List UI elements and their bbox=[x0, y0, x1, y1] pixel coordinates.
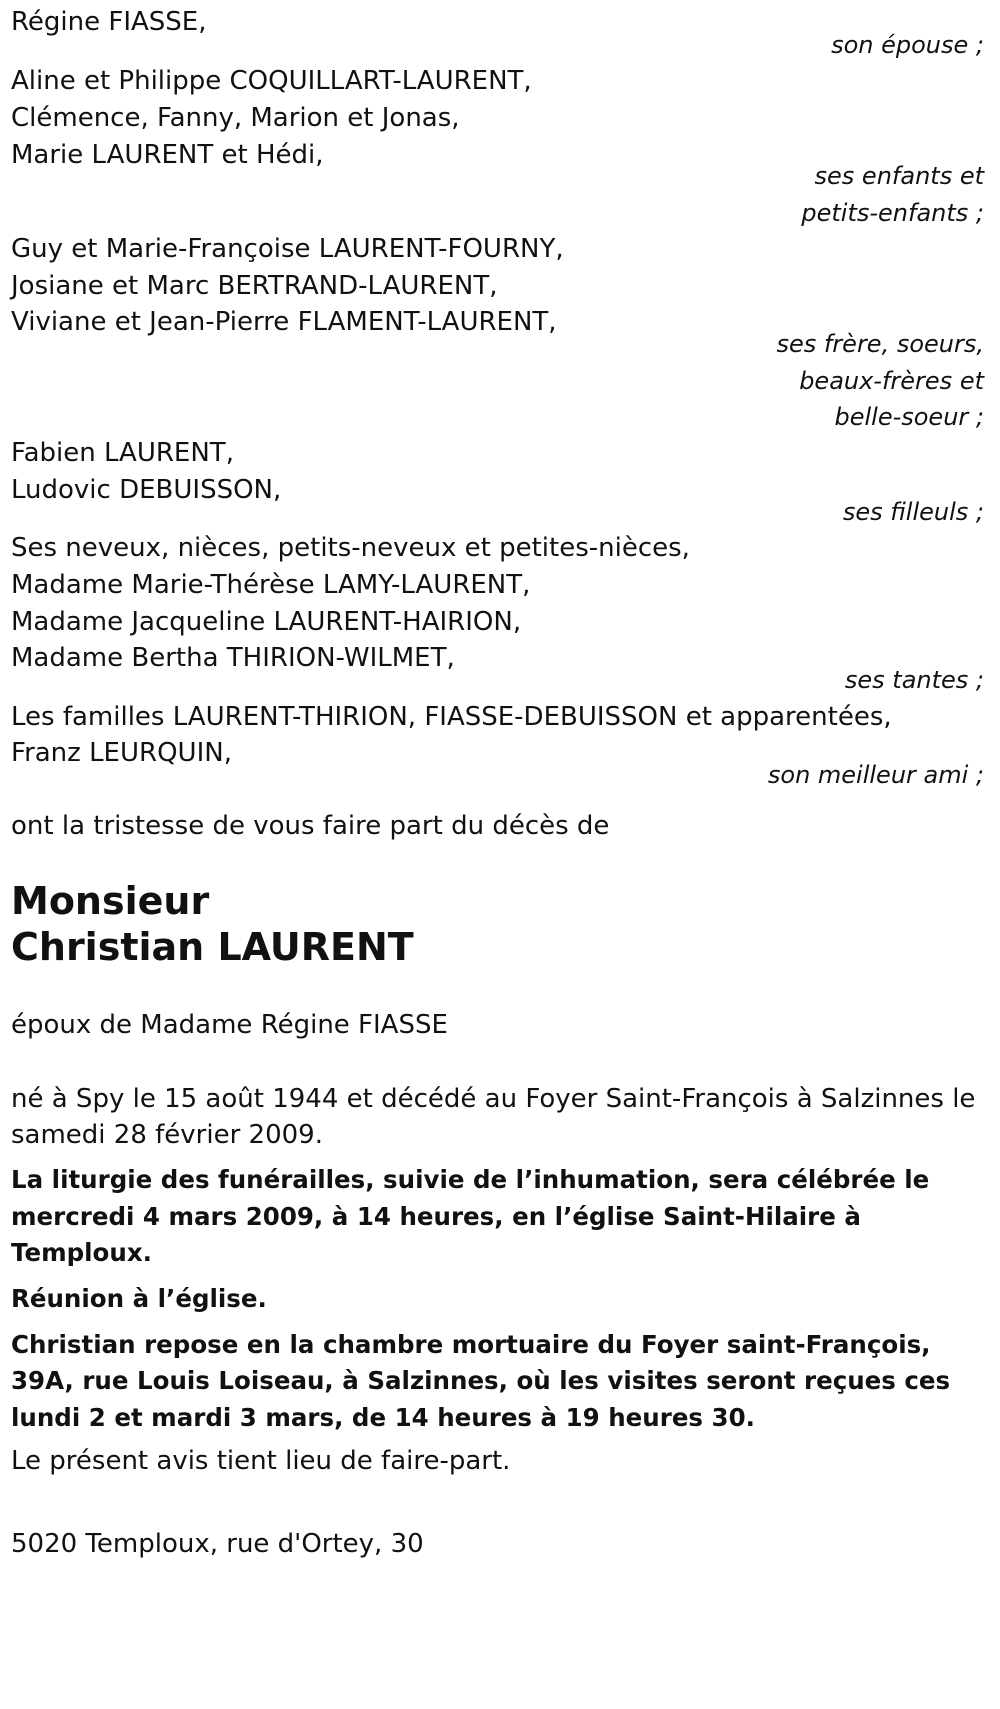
relation-label: beaux-frères et bbox=[799, 367, 984, 395]
visitation-details: Christian repose en la chambre mortuaire du Foyer saint-François, bbox=[11, 1330, 931, 1359]
relation-label: ses frère, soeurs, bbox=[776, 330, 984, 358]
relation-label: son meilleur ami ; bbox=[767, 761, 984, 789]
relation-label: son épouse ; bbox=[831, 31, 984, 59]
family-name-line: Marie LAURENT et Hédi, bbox=[11, 140, 324, 170]
meeting-note: Réunion à l’église. bbox=[11, 1284, 267, 1313]
relation-label: belle-soeur ; bbox=[834, 403, 984, 431]
family-name-line: Viviane et Jean-Pierre FLAMENT-LAURENT, bbox=[11, 307, 557, 337]
address: 5020 Temploux, rue d'Ortey, 30 bbox=[11, 1529, 424, 1559]
deceased-honorific: Monsieur bbox=[11, 879, 210, 923]
family-name-line: Régine FIASSE, bbox=[11, 7, 207, 37]
family-name-line: Madame Marie-Thérèse LAMY-LAURENT, bbox=[11, 570, 531, 600]
relation-label: ses filleuls ; bbox=[842, 498, 984, 526]
family-name-line: Josiane et Marc BERTRAND-LAURENT, bbox=[11, 271, 498, 301]
family-name-line: Franz LEURQUIN, bbox=[11, 738, 232, 768]
family-name-line: Ses neveux, nièces, petits-neveux et petites-nièces, bbox=[11, 533, 690, 563]
funeral-details: mercredi 4 mars 2009, à 14 heures, en l’église Saint-Hilaire à bbox=[11, 1202, 861, 1231]
announcement-text: ont la tristesse de vous faire part du décès de bbox=[11, 811, 610, 841]
relation-label: ses tantes ; bbox=[844, 666, 984, 694]
family-name-line: Madame Bertha THIRION-WILMET, bbox=[11, 643, 455, 673]
visitation-details: lundi 2 et mardi 3 mars, de 14 heures à 19 heures 30. bbox=[11, 1403, 755, 1432]
relation-label: petits-enfants ; bbox=[801, 199, 984, 227]
family-name-line: Guy et Marie-Françoise LAURENT-FOURNY, bbox=[11, 234, 564, 264]
family-name-line: Clémence, Fanny, Marion et Jonas, bbox=[11, 103, 460, 133]
deceased-name: Christian LAURENT bbox=[11, 925, 414, 969]
visitation-details: 39A, rue Louis Loiseau, à Salzinnes, où les visites seront reçues ces bbox=[11, 1366, 951, 1395]
funeral-details: La liturgie des funérailles, suivie de l’inhumation, sera célébrée le bbox=[11, 1165, 930, 1194]
family-name-line: Fabien LAURENT, bbox=[11, 438, 234, 468]
relation-label: ses enfants et bbox=[814, 162, 984, 190]
family-name-line: Aline et Philippe COQUILLART-LAURENT, bbox=[11, 66, 532, 96]
family-name-line: Les familles LAURENT-THIRION, FIASSE-DEBUISSON et apparentées, bbox=[11, 702, 892, 732]
birth-death-line: samedi 28 février 2009. bbox=[11, 1120, 323, 1150]
funeral-details: Temploux. bbox=[11, 1238, 152, 1267]
birth-death-line: né à Spy le 15 août 1944 et décédé au Foyer Saint-François à Salzinnes le bbox=[11, 1084, 976, 1114]
family-name-line: Ludovic DEBUISSON, bbox=[11, 475, 282, 505]
spouse-line: époux de Madame Régine FIASSE bbox=[11, 1010, 448, 1040]
closing-note: Le présent avis tient lieu de faire-part. bbox=[11, 1446, 511, 1476]
family-name-line: Madame Jacqueline LAURENT-HAIRION, bbox=[11, 607, 522, 637]
